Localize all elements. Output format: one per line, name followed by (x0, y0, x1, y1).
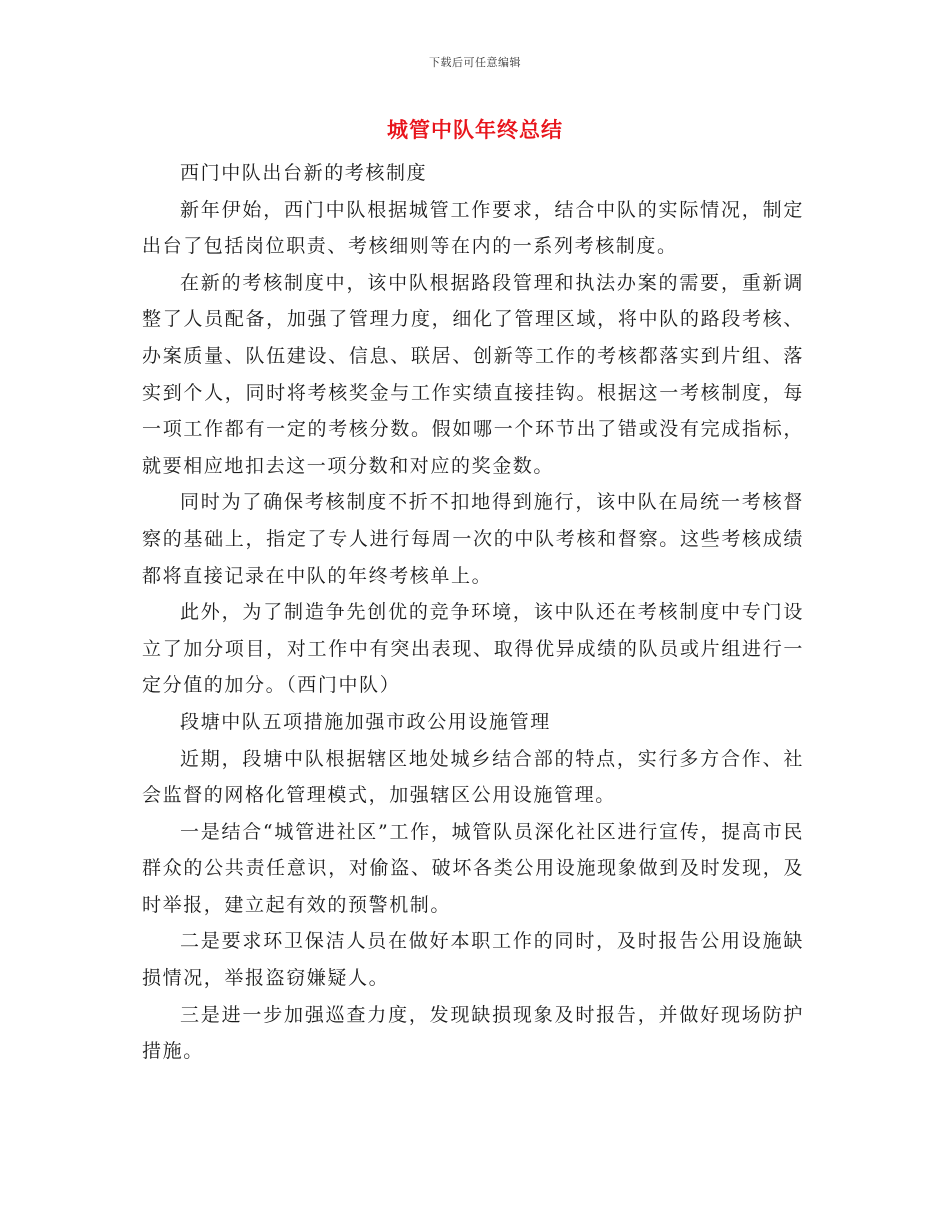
paragraph-section-heading-ximen: 西门中队出台新的考核制度 (180, 162, 428, 184)
paragraph: 近期，段塘中队根据辖区地处城乡结合部的特点，实行多方合作、社会监督的网格化管理模式，加强辖区公用设施管理。 (142, 747, 804, 807)
document-title: 城管中队年终总结 (387, 117, 563, 142)
paragraph: 二是要求环卫保洁人员在做好本职工作的同时，及时报告公用设施缺损情况，举报盗窃嫌疑人。 (142, 930, 804, 990)
paragraph: 一是结合“城管进社区”工作，城管队员深化社区进行宣传，提高市民群众的公共责任意识，对偷盗、破坏各类公用设施现象做到及时发现，及时举报，建立起有效的预警机制。 (142, 820, 804, 916)
page-header-note: 下载后可任意编辑 (429, 56, 521, 69)
document-body (142, 155, 804, 1070)
paragraph: 新年伊始，西门中队根据城管工作要求，结合中队的实际情况，制定出台了包括岗位职责、考核细则等在内的一系列考核制度。 (142, 198, 804, 258)
paragraph: 三是进一步加强巡查力度，发现缺损现象及时报告，并做好现场防护措施。 (142, 1003, 804, 1063)
paragraph: 同时为了确保考核制度不折不扣地得到施行，该中队在局统一考核督察的基础上，指定了专人进行每周一次的中队考核和督察。这些考核成绩都将直接记录在中队的年终考核单上。 (142, 491, 804, 587)
paragraph-section-heading-duantang: 段塘中队五项措施加强市政公用设施管理 (180, 710, 551, 733)
paragraph: 此外，为了制造争先创优的竞争环境，该中队还在考核制度中专门设立了加分项目，对工作中有突出表现、取得优异成绩的队员或片组进行一定分值的加分。（西门中队） (142, 601, 804, 697)
paragraph: 在新的考核制度中，该中队根据路段管理和执法办案的需要，重新调整了人员配备，加强了管理力度，细化了管理区域，将中队的路段考核、办案质量、队伍建设、信息、联居、创新等工作的考核都落实到片组、落实到个人，同时将考核奖金与工作实绩直接挂钩。根据这一考核制度，每一项工作都有一定的考核分数。假如哪一个环节出了错或没有完成指标，就要相应地扣去这一项分数和对应的奖金数。 (142, 271, 804, 477)
